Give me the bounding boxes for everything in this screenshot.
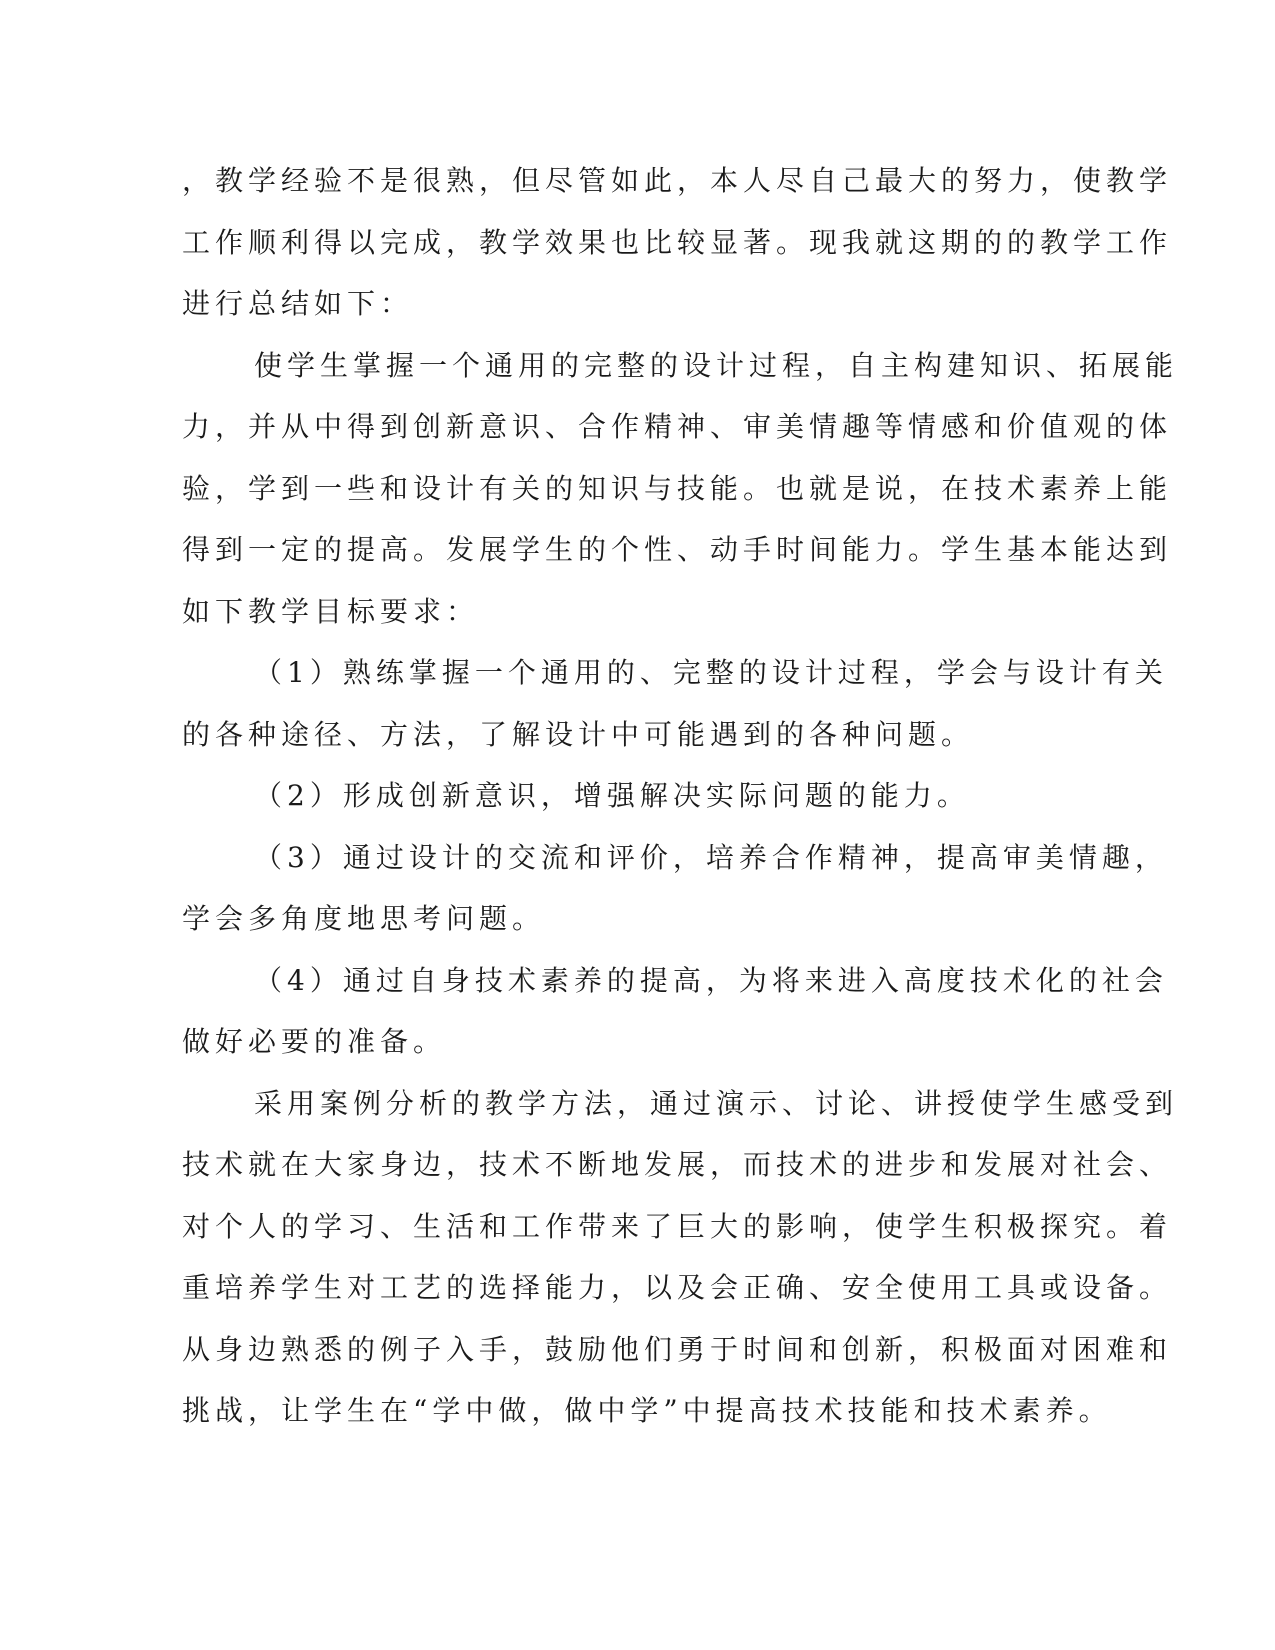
text-line: 得到一定的提高。发展学生的个性、动手时间能力。学生基本能达到 <box>182 533 1173 566</box>
text-line: 进行总结如下： <box>182 287 414 320</box>
text-line: 采用案例分析的教学方法，通过演示、讨论、讲授使学生感受到 <box>254 1086 1179 1120</box>
document-body <box>182 150 1179 1442</box>
text-line: 工作顺利得以完成，教学效果也比较显著。现我就这期的的教学工作 <box>182 225 1173 259</box>
text-line: （2）形成创新意识，增强解决实际问题的能力。 <box>254 779 970 812</box>
text-line: 验，学到一些和设计有关的知识与技能。也就是说，在技术素养上能 <box>182 471 1173 505</box>
text-line: 力，并从中得到创新意识、合作精神、审美情趣等情感和价值观的体 <box>182 410 1173 443</box>
list-item-4 <box>182 950 1168 1073</box>
text-line: 技术就在大家身边，技术不断地发展，而技术的进步和发展对社会、 <box>182 1148 1173 1181</box>
text-line: 如下教学目标要求： <box>182 594 480 628</box>
text-line: 做好必要的准备。 <box>182 1025 447 1058</box>
text-line: （3）通过设计的交流和评价，培养合作精神，提高审美情趣， <box>254 840 1168 874</box>
list-item-2 <box>182 765 1032 827</box>
text-line: （1）熟练掌握一个通用的、完整的设计过程，学会与设计有关 <box>254 656 1168 689</box>
list-item-1 <box>182 642 1168 765</box>
text-line: ，教学经验不是很熟，但尽管如此，本人尽自己最大的努力，使教学 <box>182 164 1173 197</box>
text-line: 从身边熟悉的例子入手，鼓励他们勇于时间和创新，积极面对困难和 <box>182 1332 1173 1366</box>
text-line: 使学生掌握一个通用的完整的设计过程，自主构建知识、拓展能 <box>254 348 1179 382</box>
text-line: 挑战，让学生在“学中做，做中学”中提高技术技能和技术素养。 <box>182 1394 1112 1427</box>
text-line: 学会多角度地思考问题。 <box>182 902 546 935</box>
text-line: 对个人的学习、生活和工作带来了巨大的影响，使学生积极探究。着 <box>182 1209 1173 1243</box>
paragraph-intro <box>182 150 1173 335</box>
text-line: （4）通过自身技术素养的提高，为将来进入高度技术化的社会 <box>254 963 1168 997</box>
text-line: 重培养学生对工艺的选择能力，以及会正确、安全使用工具或设备。 <box>182 1271 1173 1304</box>
text-line: 的各种途径、方法，了解设计中可能遇到的各种问题。 <box>182 717 975 751</box>
paragraph-goals <box>182 335 1179 643</box>
list-item-3 <box>182 827 1168 950</box>
paragraph-methods <box>182 1073 1179 1442</box>
